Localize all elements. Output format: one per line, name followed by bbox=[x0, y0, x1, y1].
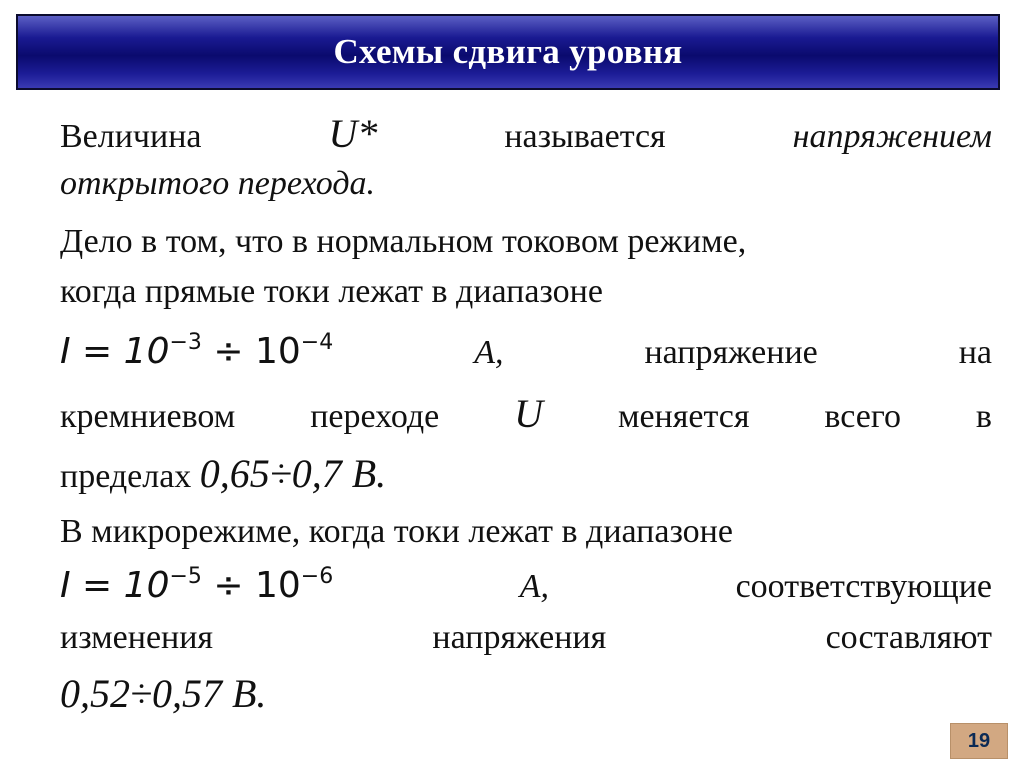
p2-word-vsego: всего bbox=[824, 398, 901, 435]
p1-line1 bbox=[60, 110, 992, 161]
p3-word-napryazheniya: напряжения bbox=[432, 619, 607, 656]
p3-formula-line bbox=[60, 562, 992, 615]
p2-word-predelah: пределах bbox=[60, 458, 192, 495]
p1-line2: открытого перехода. bbox=[60, 165, 376, 202]
p2-line2: когда прямые токи лежат в диапазоне bbox=[60, 273, 603, 310]
page-number: 19 bbox=[967, 729, 991, 752]
p3-line4 bbox=[60, 670, 992, 721]
p3-word-izmeneniya: изменения bbox=[60, 619, 214, 656]
p1-word-napryazheniem: напряжением bbox=[792, 118, 992, 155]
page-number-badge bbox=[950, 723, 1008, 759]
u-symbol: U bbox=[514, 391, 544, 436]
p2-word-kremnievom: кремниевом bbox=[60, 398, 236, 435]
p2-line4 bbox=[60, 390, 992, 441]
slide-title-bar bbox=[16, 14, 1000, 90]
p2-voltage-range: 0,65÷0,7 В. bbox=[199, 451, 387, 496]
p1-word-nazyvaetsya: называется bbox=[504, 118, 666, 155]
p3-line3 bbox=[60, 614, 992, 662]
p2-word-menyaetsya: меняется bbox=[617, 398, 750, 435]
p2-line5 bbox=[60, 450, 992, 501]
slide-title: Схемы сдвига уровня bbox=[333, 32, 683, 71]
p2-formula-line bbox=[60, 328, 992, 381]
p3-voltage-range: 0,52÷0,57 В. bbox=[60, 671, 267, 716]
p1-word-velichina: Величина bbox=[60, 118, 202, 155]
p2-word-perehode: переходе bbox=[310, 398, 440, 435]
p3-unit-ampere: A, bbox=[519, 568, 550, 605]
u-star-symbol: U* bbox=[328, 111, 378, 156]
p3-word-sootvetstvuyushchie: соответствующие bbox=[735, 568, 992, 605]
p2-unit-ampere: A, bbox=[474, 334, 504, 371]
p3-current-formula: $I = 10^{-5} \div 10^{-6}$ bbox=[60, 564, 334, 606]
p2-word-v: в bbox=[975, 398, 992, 435]
p2-current-formula: $I = 10^{-3} \div 10^{-4}$ bbox=[60, 330, 334, 372]
p2-word-na: на bbox=[958, 334, 992, 371]
p2-line1: Дело в том, что в нормальном токовом режиме, bbox=[60, 223, 747, 260]
p2-word-napryazhenie: напряжение bbox=[644, 334, 818, 371]
p3-line1: В микрорежиме, когда токи лежат в диапазоне bbox=[60, 513, 733, 550]
p3-word-sostavlyayut: составляют bbox=[825, 619, 992, 656]
